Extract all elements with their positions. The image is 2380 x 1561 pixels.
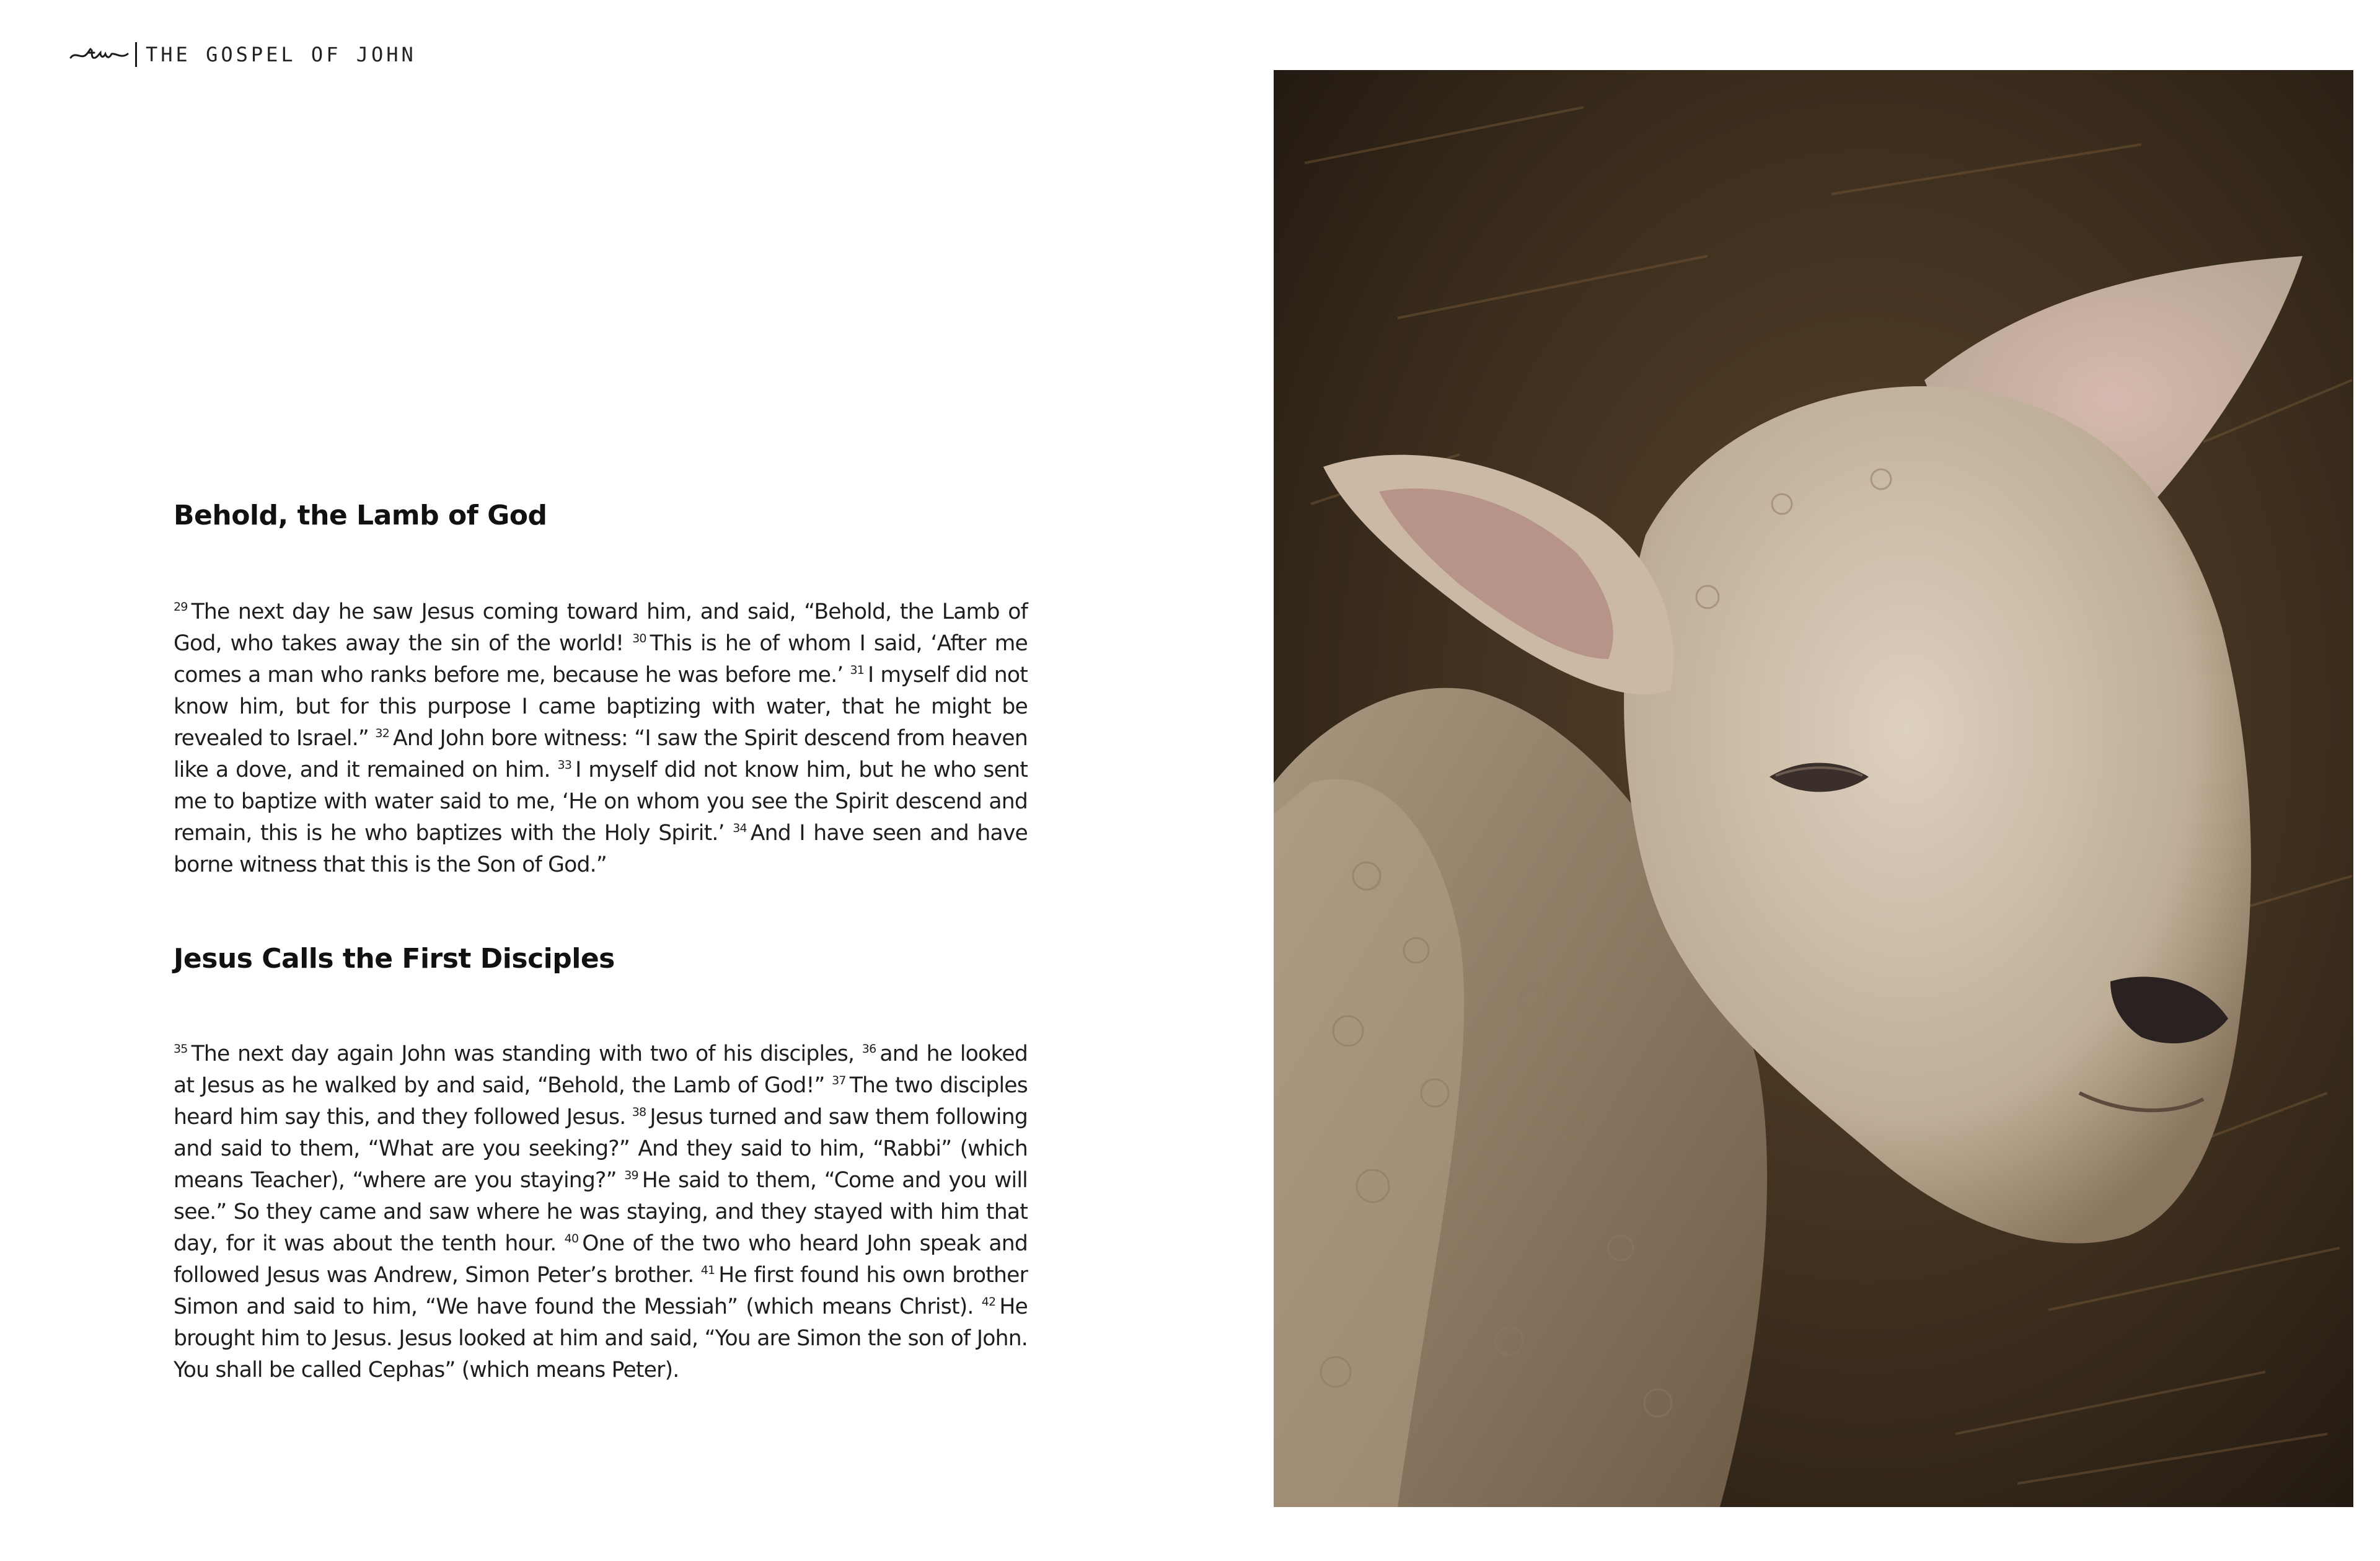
verse-number: 32 — [375, 727, 389, 741]
verse-text: Jesus turned and saw them following and said to them, “What are you seeking?” And they said to him, “Rabbi” (which means Teacher), “where are you staying?” — [174, 1105, 1028, 1193]
verse-text: I myself did not know him, but he who sent me to baptize with water said to me, ‘He on whom you see the Spirit descend and remain, this is he who baptizes with the Holy Spirit.’ — [174, 758, 1028, 846]
verse-text: And I have seen and have borne witness that this is the Son of God.” — [174, 821, 1028, 877]
section-lamb-of-god — [174, 500, 1028, 531]
verse-text: One of the two who heard John speak and followed Jesus was Andrew, Simon Peter’s brother. — [174, 1231, 1028, 1288]
verse-text: I myself did not know him, but for this purpose I came baptizing with water, that he might be revealed to Israel.” — [174, 663, 1028, 751]
verse-text: He brought him to Jesus. Jesus looked at him and said, “You are Simon the son of John. You shall be called Cephas” (which means Peter). — [174, 1294, 1028, 1382]
verse-number: 38 — [632, 1105, 646, 1120]
section-first-disciples — [174, 943, 1028, 975]
verse-number: 30 — [632, 632, 646, 646]
verse-text: This is he of whom I said, ‘After me comes a man who ranks before me, because he was before me.’ — [174, 631, 1028, 688]
verse-text: He first found his own brother Simon and said to him, “We have found the Messiah” (which means Christ). — [174, 1263, 1028, 1319]
verse-number: 29 — [174, 600, 188, 614]
verse-number: 41 — [700, 1263, 715, 1278]
running-header — [69, 38, 416, 71]
passage-block — [174, 596, 1028, 881]
verse-number: 40 — [564, 1232, 579, 1246]
verse-number: 39 — [624, 1169, 638, 1183]
passage-text — [174, 596, 1028, 881]
verse-number: 35 — [174, 1042, 188, 1056]
verse-text: And John bore witness: “I saw the Spirit descend from heaven like a dove, and it remained on him. — [174, 726, 1028, 782]
verse-text: The next day he saw Jesus coming toward him, and said, “Behold, the Lamb of God, who takes away the sin of the world! — [174, 599, 1028, 656]
tw-script-logo-icon — [69, 45, 129, 64]
verse-number: 42 — [981, 1295, 996, 1309]
verse-text: and he looked at Jesus as he walked by and said, “Behold, the Lamb of God!” — [174, 1041, 1028, 1098]
verse-text: He said to them, “Come and you will see.” So they came and saw where he was staying, and they stayed with him that day, for it was about the tenth hour. — [174, 1168, 1028, 1256]
verse-number: 36 — [862, 1042, 876, 1056]
verse-number: 33 — [557, 758, 572, 772]
passage-text — [174, 1038, 1028, 1386]
verse-text: The next day again John was standing with two of his disciples, — [191, 1041, 862, 1066]
header-divider — [135, 42, 137, 67]
lamb-photo — [1274, 70, 2353, 1507]
book-title: THE GOSPEL OF JOHN — [146, 43, 416, 66]
section-heading: Jesus Calls the First Disciples — [174, 943, 615, 975]
verse-number: 37 — [832, 1074, 846, 1088]
verse-text: The two disciples heard him say this, and they followed Jesus. — [174, 1073, 1028, 1130]
verse-number: 31 — [850, 663, 865, 678]
verse-number: 34 — [733, 821, 747, 836]
section-heading: Behold, the Lamb of God — [174, 500, 547, 531]
passage-block — [174, 1038, 1028, 1386]
